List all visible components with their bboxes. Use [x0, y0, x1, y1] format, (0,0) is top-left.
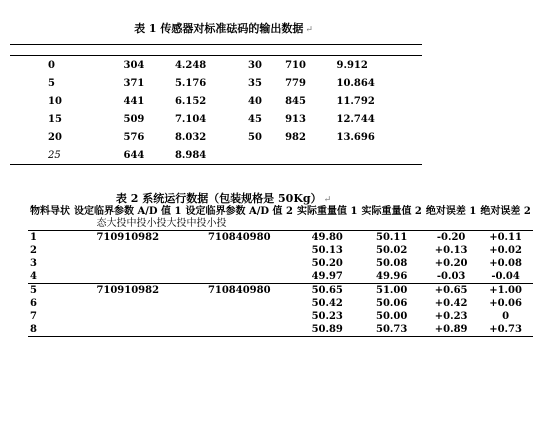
- table-row: [28, 244, 533, 257]
- table-cell: 7: [30, 311, 37, 322]
- table-cell: 25: [10, 146, 122, 165]
- table-cell: 35: [248, 77, 262, 89]
- table-cell: 50.00: [376, 311, 408, 322]
- table-cell: +0.11: [478, 231, 532, 245]
- table-cell: 710840980: [184, 284, 296, 298]
- table-cell: 710910982: [72, 231, 184, 245]
- table-cell: 20: [48, 131, 62, 143]
- table-cell: 644: [122, 146, 173, 165]
- table-cell: 441: [123, 95, 145, 107]
- table-cell: 371: [123, 77, 145, 89]
- table-cell: +0.23: [434, 311, 468, 322]
- table-row: [28, 257, 533, 270]
- table-cell: -0.20: [424, 231, 478, 245]
- table-cell: 50.65: [295, 284, 359, 298]
- table-cell: [72, 297, 184, 310]
- table-row: [10, 146, 422, 165]
- table-cell: [72, 323, 184, 337]
- table-cell: 0: [502, 311, 510, 322]
- table-cell: 845: [285, 95, 306, 107]
- table-cell: 6: [30, 298, 37, 309]
- header-weight1: 实际重量值 1: [297, 206, 358, 217]
- table1-title: 表 1 传感器对标准砝码的输出数据 ↵: [134, 22, 313, 35]
- table-row: [28, 323, 533, 337]
- table-cell: [184, 257, 296, 270]
- table-cell: 51.00: [359, 284, 423, 298]
- table-cell: +0.13: [434, 245, 468, 256]
- table-cell: [246, 146, 283, 165]
- table-cell: 49.97: [311, 271, 343, 282]
- table-cell: 4.248: [174, 59, 207, 71]
- table-cell: 15: [48, 113, 62, 125]
- table-cell: [184, 297, 296, 310]
- table-cell: 50.13: [311, 245, 343, 256]
- table-cell: [72, 257, 184, 270]
- table-cell: 7.104: [174, 113, 207, 125]
- header-error1: 绝对误差 1: [425, 206, 477, 217]
- table-cell: 30: [248, 59, 262, 71]
- table-row: [28, 284, 533, 298]
- table-cell: +0.65: [424, 284, 478, 298]
- table-cell: +0.08: [489, 258, 522, 269]
- header-sub: 态大投中投小投大投中投小投: [96, 218, 227, 229]
- table-cell: 8: [28, 323, 72, 337]
- table-cell: 50: [248, 131, 262, 143]
- table-cell: [72, 270, 184, 284]
- table-cell: 12.744: [336, 113, 375, 125]
- table-cell: [184, 323, 296, 337]
- table-cell: [184, 244, 296, 257]
- table-row: [10, 56, 422, 75]
- table-cell: 49.96: [376, 271, 408, 282]
- table-row: [10, 128, 422, 146]
- table-cell: +0.42: [434, 298, 468, 309]
- header-material: 物料导状: [30, 206, 70, 217]
- table-cell: [72, 310, 184, 323]
- table-cell: 710: [285, 59, 306, 71]
- table-cell: 0: [48, 59, 55, 71]
- header-error2: 绝对误差 2: [480, 206, 531, 217]
- table-cell: -0.04: [491, 271, 520, 282]
- table-cell: 1: [28, 231, 72, 245]
- table-cell: [335, 146, 422, 165]
- table-cell: 13.696: [336, 131, 375, 143]
- table-cell: +1.00: [478, 284, 532, 298]
- table-cell: -0.03: [436, 271, 466, 282]
- table-cell: 40: [248, 95, 262, 107]
- table-row: [28, 231, 533, 245]
- table-cell: 710910982: [72, 284, 184, 298]
- table-cell: 50.11: [359, 231, 423, 245]
- table-cell: 5: [28, 284, 72, 298]
- system-run-table: [28, 206, 533, 337]
- table-row: [28, 310, 533, 323]
- table-cell: 50.73: [359, 323, 423, 337]
- table-cell: +0.89: [424, 323, 478, 337]
- table2-title: 表 2 系统运行数据（包装规格是 50Kg） ↵: [115, 192, 332, 205]
- table-cell: 10: [48, 95, 62, 107]
- table-cell: 4: [30, 271, 37, 282]
- header-ad2: 设定临界参数 A/D 值 2: [185, 206, 293, 217]
- table-cell: 8.032: [174, 131, 207, 143]
- table-cell: 710840980: [184, 231, 296, 245]
- table-cell: 50.23: [311, 311, 343, 322]
- table-cell: 11.792: [336, 95, 375, 107]
- table-cell: 50.06: [376, 298, 408, 309]
- table-cell: +0.02: [489, 245, 522, 256]
- table-cell: 6.152: [174, 95, 207, 107]
- table-cell: 50.20: [311, 258, 343, 269]
- table-cell: 50.89: [295, 323, 359, 337]
- table-cell: +0.06: [489, 298, 522, 309]
- table-cell: 5.176: [174, 77, 207, 89]
- table-cell: 50.08: [376, 258, 408, 269]
- table-cell: +0.73: [478, 323, 532, 337]
- table-cell: 509: [123, 113, 145, 125]
- header-ad1: 设定临界参数 A/D 值 1: [74, 206, 182, 217]
- table-cell: 5: [48, 77, 55, 89]
- table-cell: [283, 146, 334, 165]
- table-cell: [184, 270, 296, 284]
- table-cell: 49.80: [295, 231, 359, 245]
- table-row: [10, 45, 422, 56]
- table-row: [28, 297, 533, 310]
- table-row: [28, 270, 533, 284]
- table-row: [10, 74, 422, 92]
- table-cell: 2: [30, 245, 37, 256]
- sensor-output-table: [10, 44, 422, 165]
- table-cell: 913: [285, 113, 306, 125]
- table-cell: [72, 244, 184, 257]
- table-cell: 304: [123, 59, 145, 71]
- table-cell: [184, 310, 296, 323]
- table-cell: 45: [248, 113, 262, 125]
- table-cell: 8.984: [173, 146, 246, 165]
- table-row: [10, 92, 422, 110]
- table-cell: 779: [285, 77, 306, 89]
- table-cell: 50.42: [311, 298, 343, 309]
- table-cell: 576: [123, 131, 145, 143]
- table-cell: 50.02: [376, 245, 408, 256]
- table-cell: +0.20: [434, 258, 468, 269]
- table-cell: 3: [30, 258, 37, 269]
- table-cell: 9.912: [336, 59, 368, 71]
- table-cell: 10.864: [336, 77, 375, 89]
- header-weight2: 实际重量值 2: [361, 206, 422, 217]
- table-row: [10, 110, 422, 128]
- table-cell: 982: [285, 131, 306, 143]
